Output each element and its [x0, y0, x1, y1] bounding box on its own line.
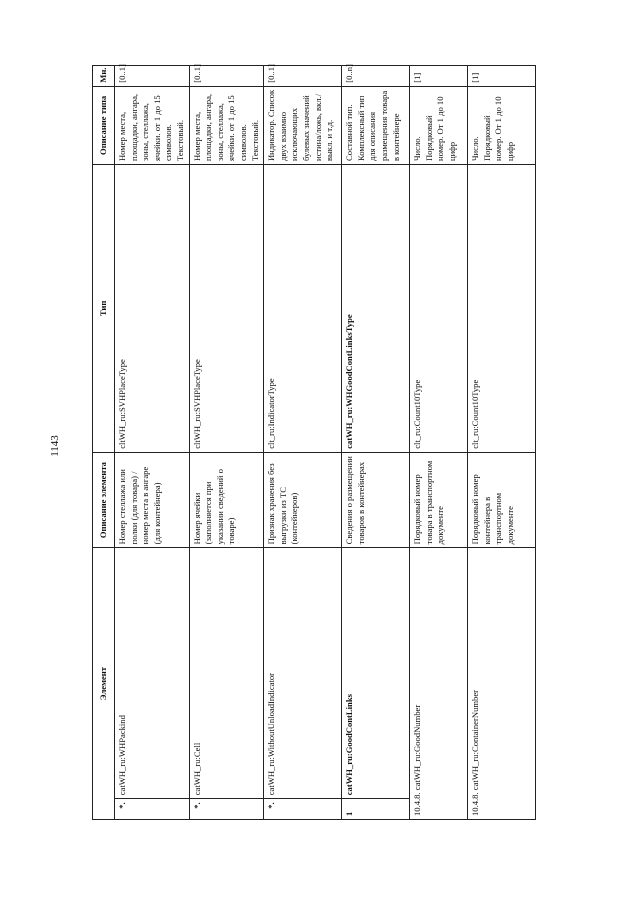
header-element-desc: Описание элемента [93, 452, 115, 548]
table-row [189, 66, 264, 820]
header-element: Элемент [93, 548, 115, 820]
row-element-desc: Признак хранения без выгрузки из ТС (контейнеров) [264, 452, 342, 548]
row-element [468, 548, 536, 820]
row-element-desc: Номер стеллажа или полки (для товара) / номер места в ангаре (для контейнера) [115, 452, 190, 548]
row-type-desc: Число. Порядковый номер. От 1 до 10 цифр [468, 86, 536, 164]
table-row [342, 66, 410, 820]
row-element: catWH_ru:Cell [189, 548, 264, 799]
row-num: 10.4.8. [412, 792, 423, 816]
row-type-desc: Номер места, площадки, ангара, зоны, стеллажа, ячейки. от 1 до 15 символов. Текстовый. [189, 86, 264, 164]
row-num: *. [264, 799, 342, 820]
row-type: clt_ru:IndicatorType [264, 165, 342, 453]
table-header-row [93, 66, 115, 820]
row-element: catWH_ru:WHPackind [115, 548, 190, 799]
row-num: *. [115, 799, 190, 820]
row-mn: [0..1] [115, 66, 190, 87]
row-type: cltWH_ru:SVHPlaceType [189, 165, 264, 453]
row-element-desc: Сведения о размещении товаров в контейнерах [342, 452, 410, 548]
table-row [115, 66, 190, 820]
row-type-desc: Индикатор. Список двух взаимно исключающих булевых значений истина/ложь, вкл./выкл. и т.д. [264, 86, 342, 164]
row-mn: [0..1] [264, 66, 342, 87]
row-element-desc: Номер ячейки (заполняется при указании сведений о товаре) [189, 452, 264, 548]
table-row [264, 66, 342, 820]
header-type: Тип [93, 165, 115, 453]
row-type-desc: Номер места, площадки, ангара, зоны, стеллажа, ячейки. от 1 до 15 символов. Текстовый. [115, 86, 190, 164]
row-element-name: catWH_ru:ContainerNumber [470, 689, 481, 791]
row-mn: [0..1] [189, 66, 264, 87]
rotated-table-wrapper [92, 65, 522, 820]
row-type: clt_ru:Count10Type [410, 165, 468, 453]
table-row [410, 66, 468, 820]
row-mn: [1] [410, 66, 468, 87]
row-num: 1 [342, 799, 410, 820]
row-num: 10.4.8. [470, 792, 481, 816]
row-element-desc: Порядковый номер контейнера в транспортном документе [468, 452, 536, 548]
row-type: clt_ru:Count10Type [468, 165, 536, 453]
row-type: catWH_ru:WHGoodContLinksType [342, 165, 410, 453]
row-element: catWH_ru:GoodContLinks [342, 548, 410, 799]
page-number: 1143 [49, 435, 61, 457]
row-type-desc: Число. Порядковый номер. От 1 до 10 цифр [410, 86, 468, 164]
row-type-desc: Составной тип. Комплексный тип для описания размещения товара в контейнере [342, 86, 410, 164]
row-mn: [1] [468, 66, 536, 87]
row-element: catWH_ru:WithoutUnloadIndicator [264, 548, 342, 799]
row-type: cltWH_ru:SVHPlaceType [115, 165, 190, 453]
schema-table [92, 65, 536, 820]
table-row [468, 66, 536, 820]
row-element [410, 548, 468, 820]
row-num: *. [189, 799, 264, 820]
row-element-name: catWH_ru:GoodNumber [412, 704, 423, 791]
row-element-desc: Порядковый номер товара в транспортном документе [410, 452, 468, 548]
header-mn: Мн. [93, 66, 115, 87]
header-type-desc: Описание типа [93, 86, 115, 164]
row-mn: [0..n] [342, 66, 410, 87]
